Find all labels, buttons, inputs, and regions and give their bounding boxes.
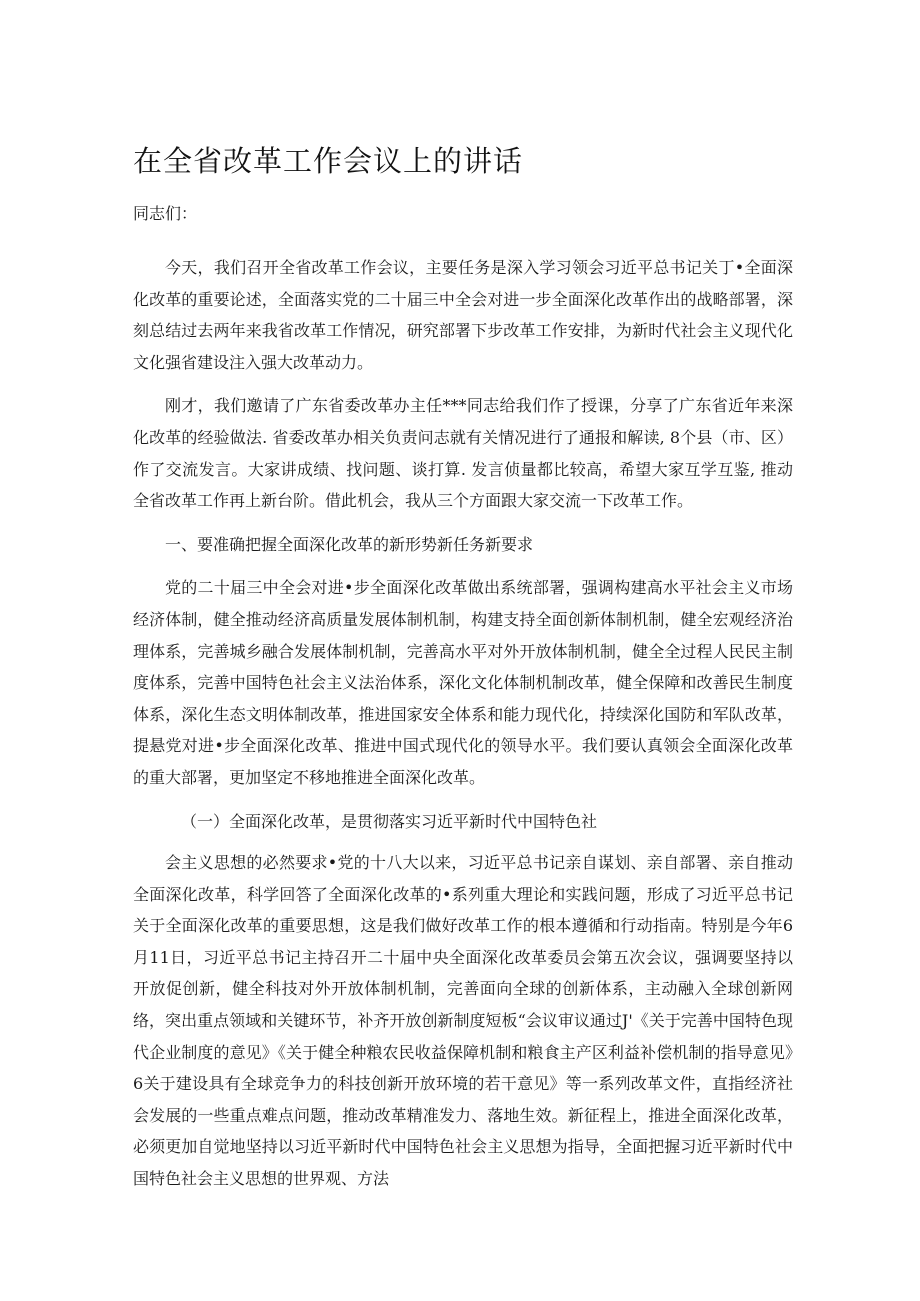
document-title: 在全省改革工作会议上的讲话 — [133, 144, 524, 178]
section-heading: 一、要准确把握全面深化改革的新形势新任务新要求 — [165, 534, 534, 554]
subsection-paragraph: 会主义思想的必然要求•党的十八大以来，习近平总书记亲自谋划、亲自部署、亲自推动全面深化改革，科学回答了全面深化改革的•系列重大理论和实践问题，形成了习近平总书记关于全面深化改革的重要思想，这是我们做好改革工作的根本遵循和行动指南。特别是今年6月11日，习近平总书记主持召开二十届中央全面深化改革委员会第五次会议，强调要坚持以开放促创新，健全科技对外开放体制机制，完善面向全球的创新体系，主动融入全球创新网络，突出重点领域和关键环节，补齐开放创新制度短板“会议审议通过J'《关于完善中国特色现代企业制度的意见》《关于健全种粮农民收益保障机制和粮食主产区利益补偿机制的指导意见》6关于建设具有全球竞争力的科技创新开放环境的若干意见》等一系列改革文件，直指经济社会发展的一些重点难点问题，推动改革精准发力、落地生效。新征程上，推进全面深化改革，必须更加自觉地坚持以习近平新时代中国特色社会主义思想为指导，全面把握习近平新时代中国特色社会主义思想的世界观、方法 — [133, 853, 793, 1189]
paragraph-review: 刚才，我们邀请了广东省委改革办主任***同志给我们作了授课，分享了广东省近年来深化改革的经验做法. 省委改革办相关负责问志就有关情况进行了通报和解读, 8个县（市、区）作了交流发言。大家讲成绩、找问题、谈打算. 发言侦量都比较高，希望大家互学互鉴, 推动全省改革工作再上新台阶。借此机会，我从三个方面跟大家交流一下改革工作。 — [133, 396, 793, 511]
paragraph-opening: 今天，我们召开全省改革工作会议，主要任务是深入学习领会习近平总书记关丁•全面深化改革的重要论述，全面落实党的二十届三中全会对进一步全面深化改革作出的战略部署，深刻总结过去两年来我省改革工作情况，研究部署下步改革工作安排，为新时代社会主义现代化文化强省建设注入强大改革动力。 — [133, 258, 793, 372]
salutation: 同志们： — [133, 204, 198, 223]
document-body — [133, 252, 793, 1207]
subsection-heading: （一）全面深化改革，是贯彻落实习近平新时代中国特色社 — [181, 811, 598, 831]
section-paragraph: 党的二十届三中全会对进•步全面深化改革做出系统部署，强调构建高水平社会主义市场经济体制，健全推动经济高质量发展体制机制，构建支持全面创新体制机制，健全宏观经济治理体系，完善城乡融合发展体制机制，完善高水平对外开放体制机制，健全全过程人民民主制度体系，完善中国特色社会主义法治体系，深化文化体制机制改革，健全保障和改善民生制度体系，深化生态文明体制改革，推进国家安全体系和能力现代化，持续深化国防和军队改革，提悬党对进•步全面深化改革、推进中国式现代化的领导水平。我们要认真领会全面深化改革的重大部署，更加坚定不移地推进全面深化改革。 — [133, 578, 793, 787]
